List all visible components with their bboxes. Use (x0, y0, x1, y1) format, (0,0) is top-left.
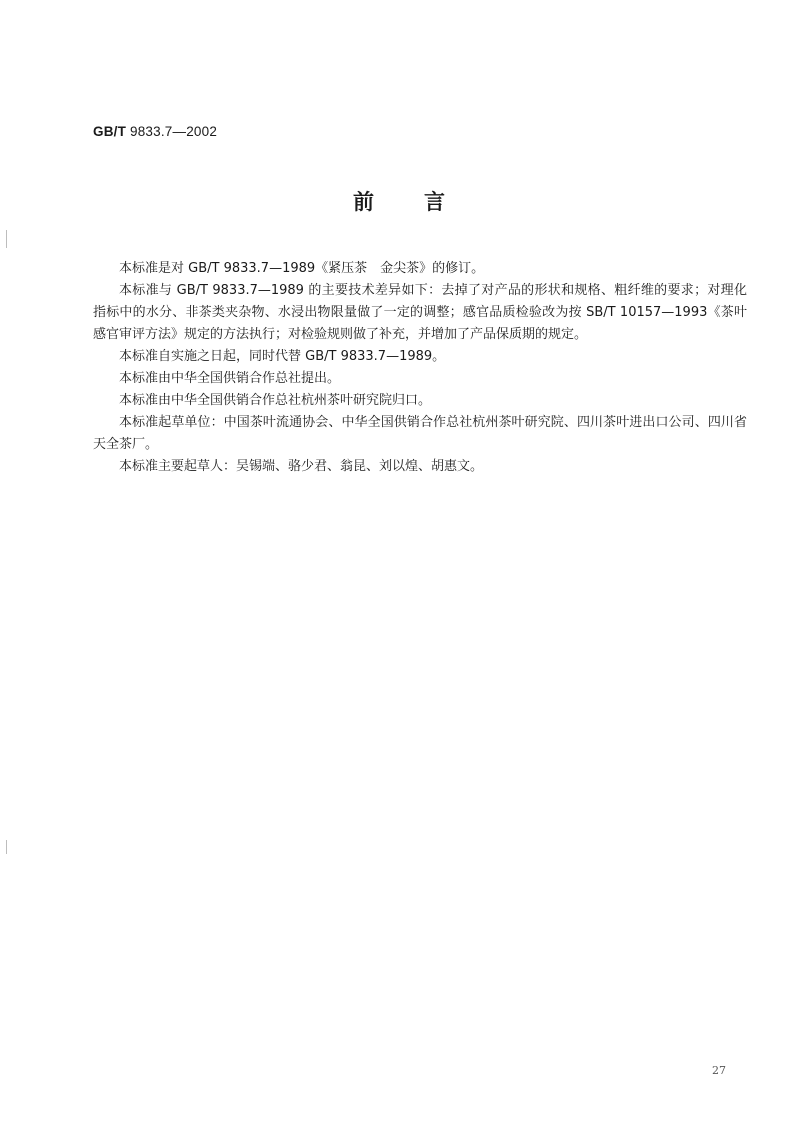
title-char-1: 前 (353, 190, 374, 214)
scan-edge-mark (6, 840, 7, 854)
title-char-2: 言 (424, 190, 445, 214)
standard-code (93, 124, 217, 139)
standard-prefix: GB/T (93, 124, 127, 139)
page-number: 27 (712, 1064, 726, 1077)
paragraph-drafting-units: 本标准起草单位：中国茶叶流通协会、中华全国供销合作总社杭州茶叶研究院、四川茶叶进出口公司、四川省天全茶厂。 (93, 415, 747, 452)
paragraph-centralized-by: 本标准由中华全国供销合作总社杭州茶叶研究院归口。 (119, 393, 432, 408)
paragraph-replaces: 本标准自实施之日起，同时代替 GB/T 9833.7—1989。 (119, 349, 446, 364)
paragraph-proposed-by: 本标准由中华全国供销合作总社提出。 (119, 371, 341, 386)
standard-number: 9833.7—2002 (130, 124, 218, 139)
paragraph-technical-differences: 本标准与 GB/T 9833.7—1989 的主要技术差异如下：去掉了对产品的形状和规格、粗纤维的要求；对理化指标中的水分、非茶类夹杂物、水浸出物限量做了一定的调整；感官品质检验改为按 SB/T 10157—1993《茶叶感官审评方法》规定的方法执行；对检验规则做了补充，并增加了产品保质期的规定。 (93, 283, 747, 342)
paragraph-revision: 本标准是对 GB/T 9833.7—1989《紧压茶 金尖茶》的修订。 (119, 261, 485, 276)
scan-edge-mark (6, 230, 7, 248)
page-title (0, 186, 798, 216)
paragraph-drafters: 本标准主要起草人：吴锡端、骆少君、翁昆、刘以煌、胡惠文。 (119, 459, 484, 474)
preface-body (93, 258, 747, 478)
